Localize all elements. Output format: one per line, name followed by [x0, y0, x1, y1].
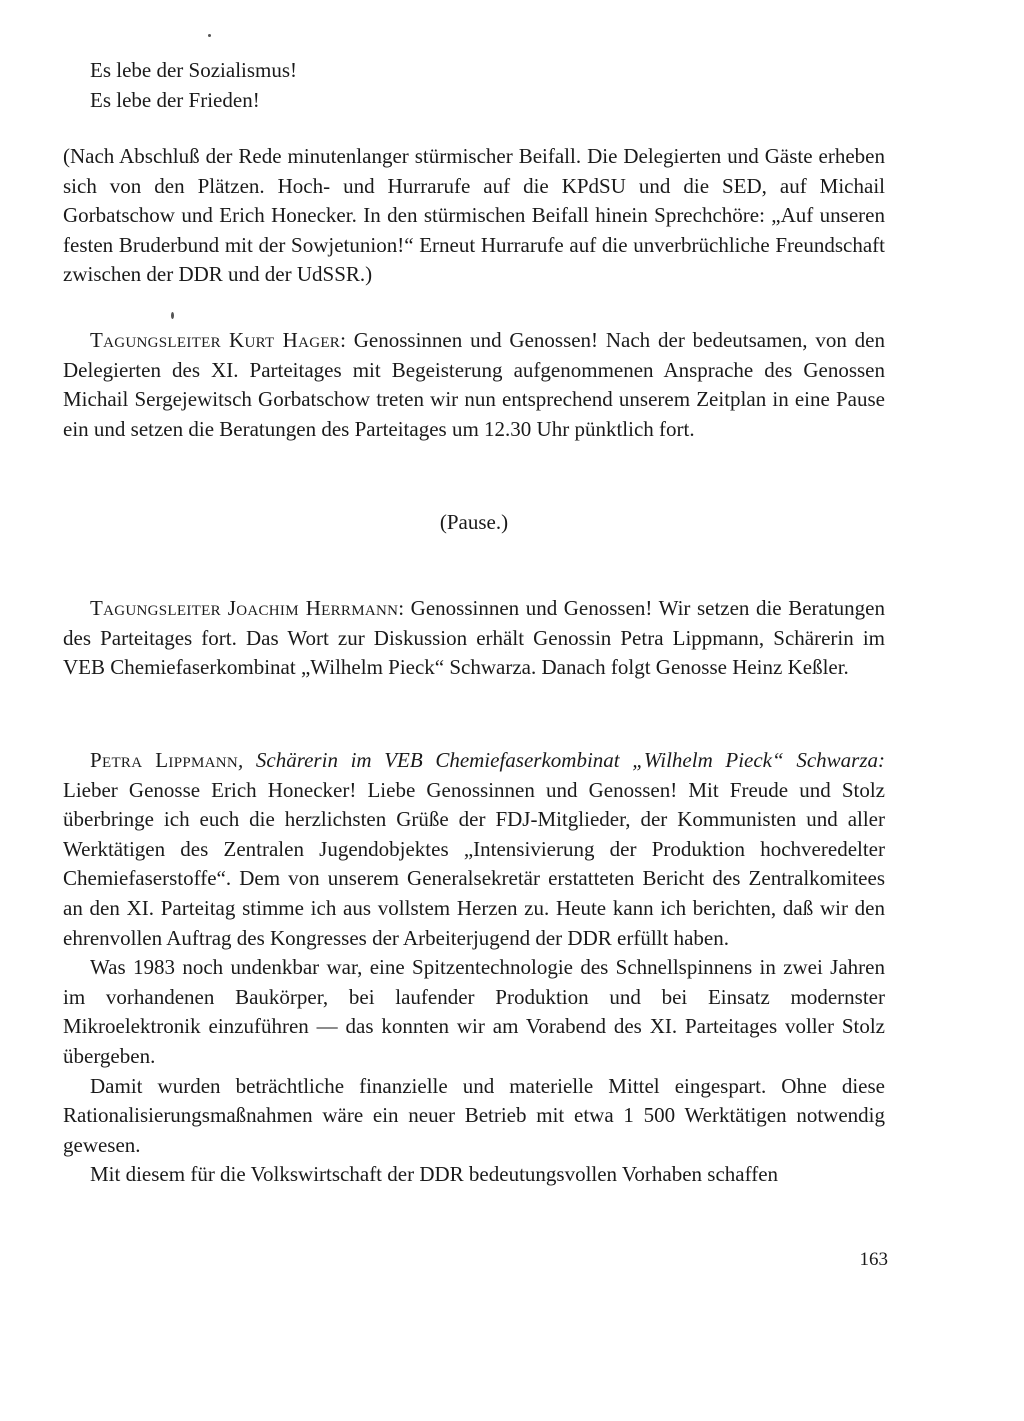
- hager-statement: [63, 326, 885, 444]
- lippmann-paragraph-1: [63, 746, 885, 953]
- lippmann-text: Lieber Genosse Erich Honecker! Liebe Genossinnen und Genossen! Mit Freude und Stolz überbringe ich euch die herzlichsten Grüße der FDJ-Mitglieder, der Kommunisten und aller Werktätigen des Zentralen Jugendobjektes „Intensivierung der Produktion hochveredelter Chemiefaserstoffe“. Dem von unserem Generalsekretär erstatteten Bericht des Zentralkomitees an den XI. Parteitag stimme ich aus vollstem Herzen zu. Heute kann ich berichten, daß wir den ehrenvollen Auftrag des Kongresses der Arbeiterjugend der DDR erfüllt haben.: [63, 777, 885, 950]
- hager-paragraph: [63, 326, 885, 444]
- herrmann-text: : Genossinnen und Genossen! Wir setzen die Beratungen des Parteitages fort. Das Wort zur Diskussion erhält Genossin Petra Lippmann, Schärerin im VEB Chemiefaserkombinat „Wilhelm Pieck“ Schwarza. Danach folgt Genosse Heinz Keßler.: [63, 596, 885, 680]
- pause-note: [63, 508, 885, 538]
- applause-note: [63, 142, 885, 290]
- speaker-name-lippmann: Petra Lippmann: [90, 748, 239, 772]
- pause-note-text: (Pause.): [439, 510, 509, 534]
- lippmann-paragraph-3: Damit wurden beträchtliche finanzielle und materielle Mittel eingespart. Ohne diese Rationalisierungsmaßnahmen wäre ein neuer Betrieb mit etwa 1 500 Werktätigen notwendig gewesen.: [63, 1073, 885, 1157]
- herrmann-statement: [63, 594, 885, 683]
- scan-speck: [208, 34, 211, 37]
- herrmann-paragraph: [63, 594, 885, 683]
- lippmann-paragraph-2: Was 1983 noch undenkbar war, eine Spitzentechnologie des Schnellspinnens in zwei Jahren im vorhandenen Baukörper, bei laufender Produktion und bei Einsatz modernster Mikroelektronik einzuführen — das konnten wir am Vorabend des XI. Parteitages voller Stolz übergeben.: [63, 955, 885, 1068]
- closing-line-2: Es lebe der Frieden!: [90, 87, 260, 112]
- scan-speck: [171, 312, 174, 319]
- speaker-name-hager: Tagungsleiter Kurt Hager: [90, 328, 341, 352]
- applause-note-text: (Nach Abschluß der Rede minutenlanger stürmischer Beifall. Die Delegierten und Gäste erheben sich von den Plätzen. Hoch- und Hurrarufe auf die KPdSU und die SED, auf Michail Gorbatschow und Erich Honecker. In den stürmischen Beifall hinein Sprechchöre: „Auf unseren festen Bruderbund mit der Sowjetunion!“ Erneut Hurrarufe auf die unverbrüchliche Freundschaft zwischen der DDR und der UdSSR.): [63, 144, 885, 287]
- lippmann-paragraph-4: Mit diesem für die Volkswirtschaft der DDR bedeutungsvollen Vorhaben schaffen: [90, 1162, 779, 1187]
- speaker-name-herrmann: Tagungsleiter Joachim Herrmann: [90, 596, 399, 620]
- page-number: 163: [859, 1249, 888, 1270]
- speaker-role-lippmann: , Schärerin im VEB Chemiefaserkombinat „Wilhelm Pieck“ Schwarza:: [238, 748, 885, 772]
- hager-text: : Genossinnen und Genossen! Nach der bedeutsamen, von den Delegierten des XI. Parteitages mit Begeisterung aufgenommenen Ansprache des Genossen Michail Sergejewitsch Gorbatschow treten wir nun entsprechend unserem Zeitplan in eine Pause ein und setzen die Beratungen des Parteitages um 12.30 Uhr pünktlich fort.: [63, 328, 885, 441]
- closing-line-1: Es lebe der Sozialismus!: [90, 58, 298, 82]
- lippmann-speech: [63, 746, 885, 1190]
- closing-lines: [63, 56, 885, 115]
